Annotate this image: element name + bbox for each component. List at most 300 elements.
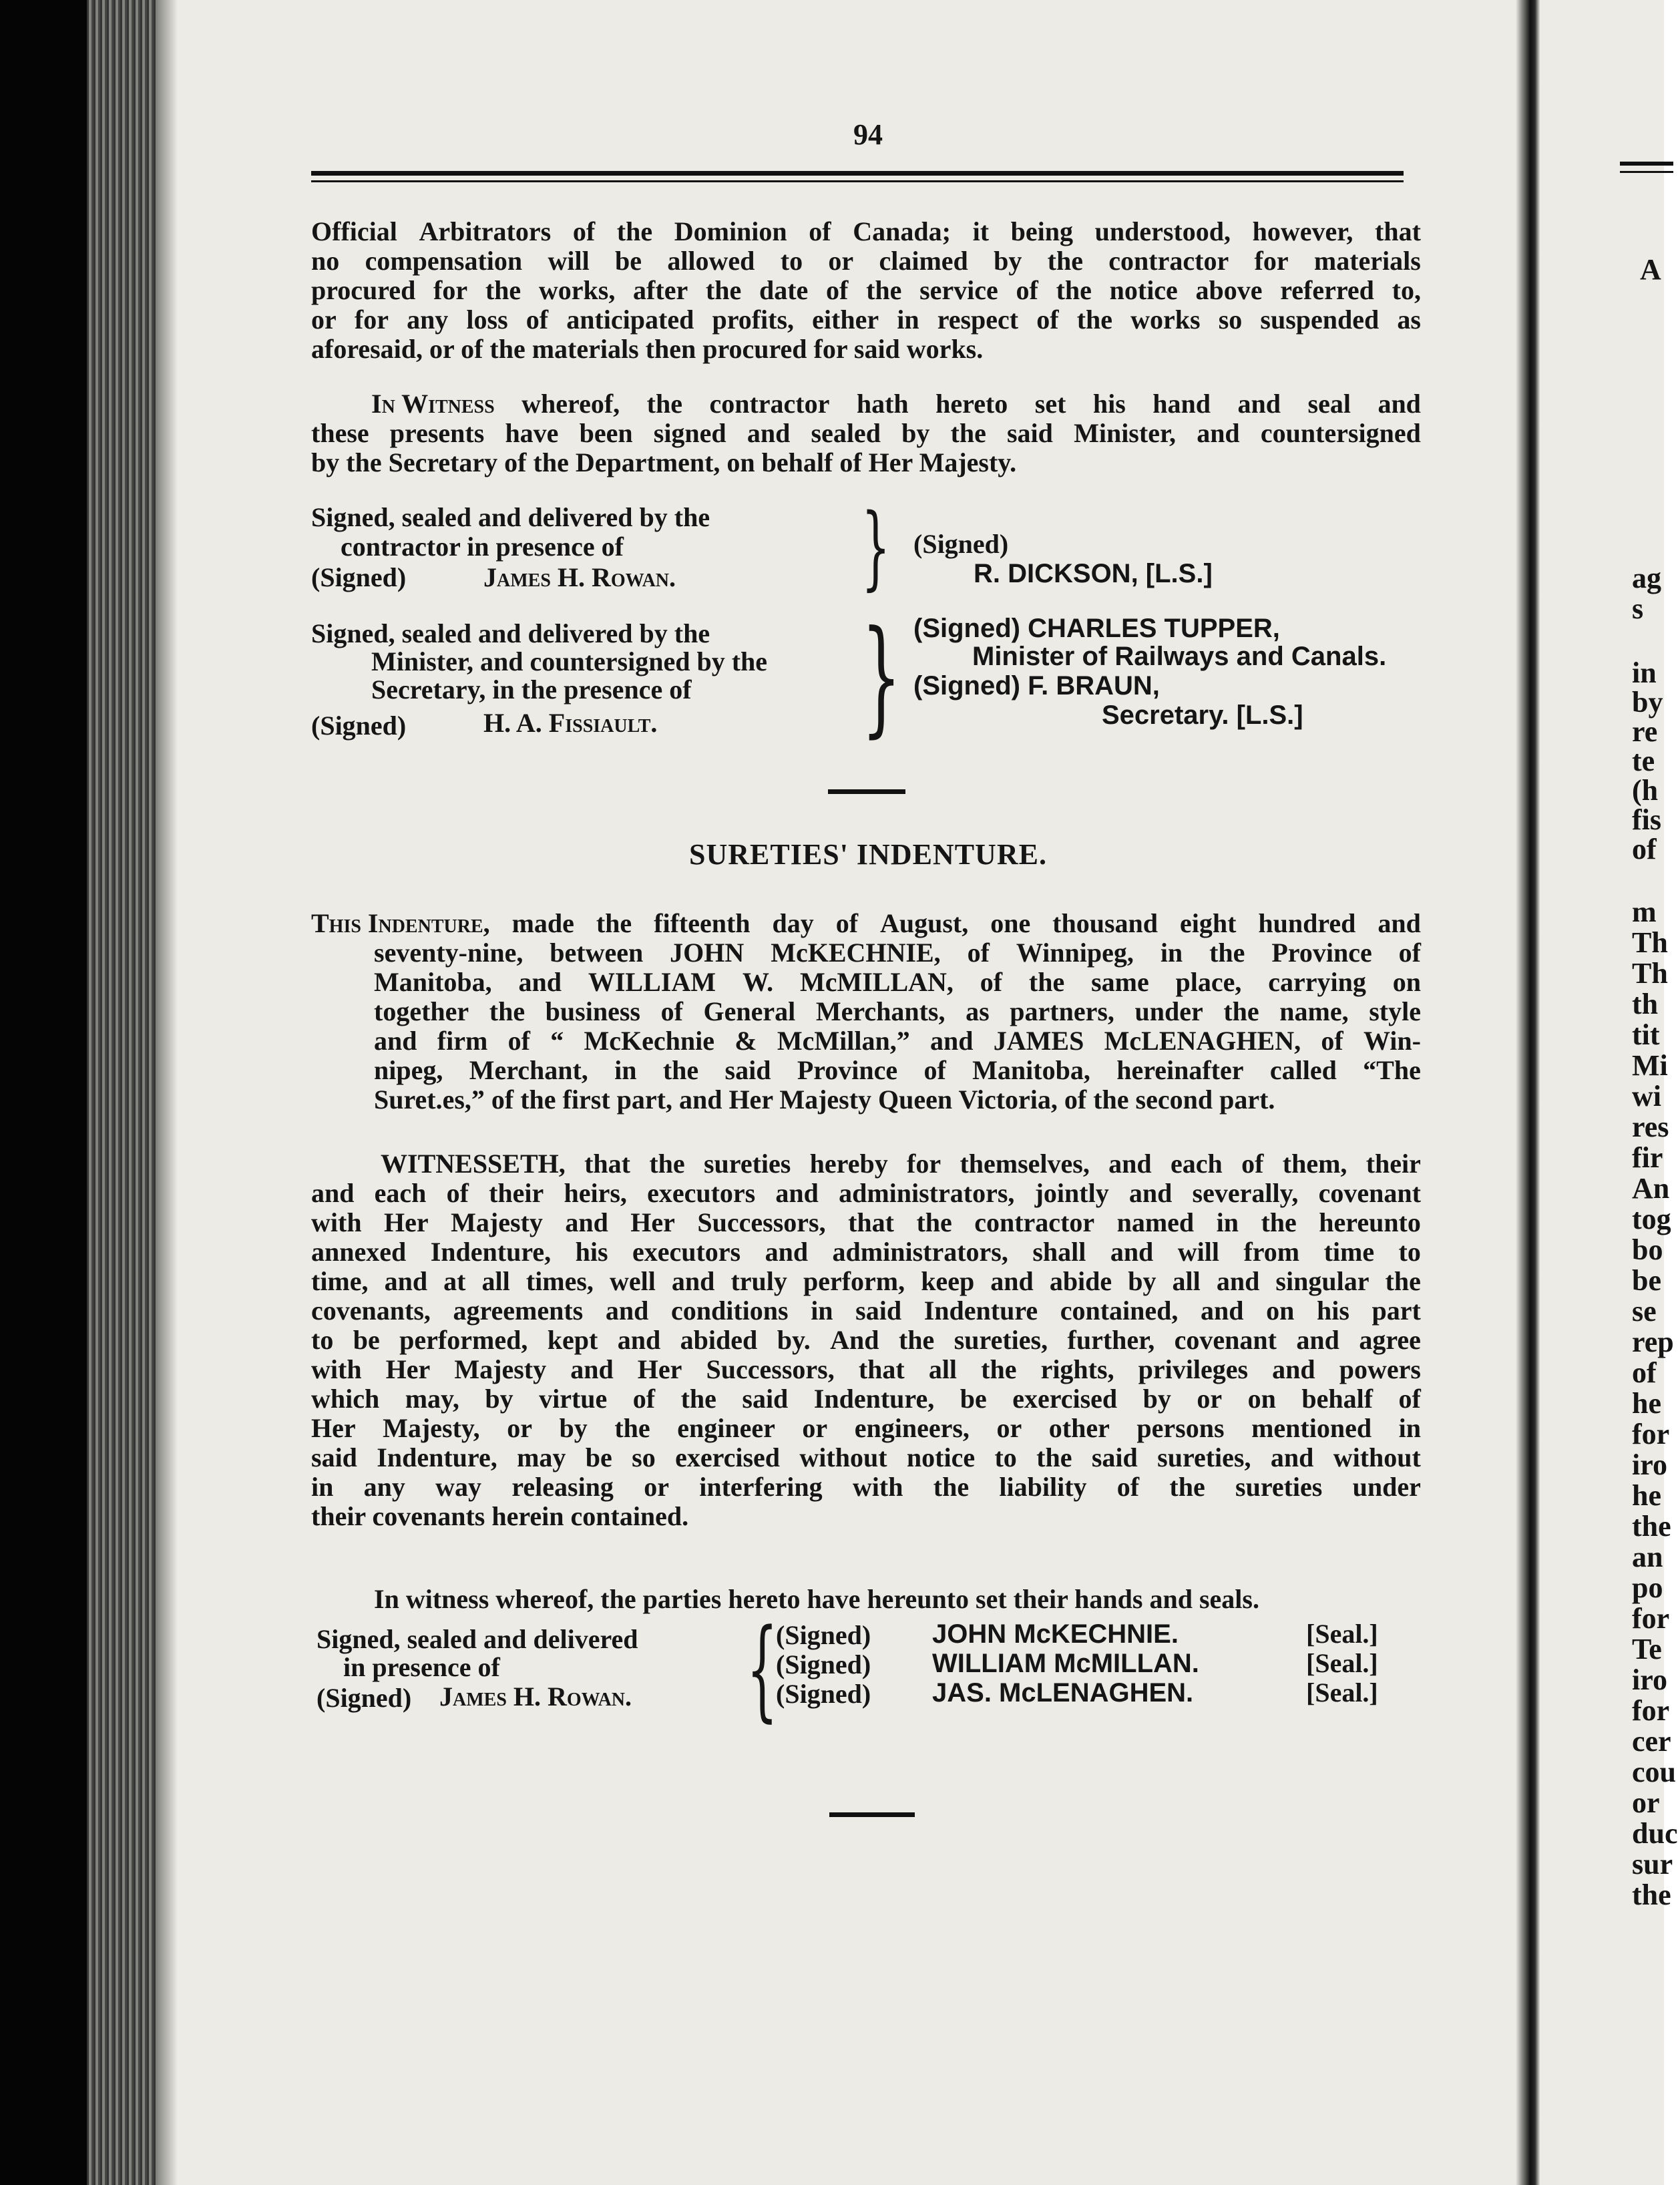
word: name, bbox=[1279, 996, 1349, 1026]
word: sureties bbox=[1235, 1472, 1323, 1502]
sig1-line2: contractor in presence of bbox=[341, 532, 624, 562]
word: notice bbox=[906, 1442, 976, 1472]
word: compensation bbox=[365, 246, 523, 276]
word: by bbox=[1128, 1266, 1157, 1296]
word: well bbox=[609, 1266, 656, 1296]
word: Merchants, bbox=[815, 996, 946, 1026]
word: other bbox=[1048, 1413, 1110, 1443]
facing-page-fragment: tit bbox=[1632, 1018, 1660, 1051]
word: partners, bbox=[1010, 996, 1114, 1026]
sig3-name-3: JAS. McLENAGHEN. bbox=[932, 1678, 1194, 1708]
word: the bbox=[649, 1149, 685, 1179]
word: or bbox=[311, 305, 337, 335]
sig2-tupper: (Signed) CHARLES TUPPER, bbox=[913, 614, 1280, 643]
word: made bbox=[511, 908, 574, 938]
word: in bbox=[1216, 1207, 1239, 1237]
para4-line bbox=[311, 1353, 1421, 1386]
word: for bbox=[907, 1149, 941, 1179]
page-edges bbox=[87, 0, 160, 2185]
word: the bbox=[933, 1472, 970, 1502]
word: them, bbox=[1282, 1149, 1347, 1179]
sig3-name-2: WILLIAM McMILLAN. bbox=[932, 1649, 1199, 1678]
word: contractor bbox=[709, 389, 830, 419]
word: and bbox=[565, 1207, 608, 1237]
para3-line bbox=[374, 1083, 1421, 1117]
word: powers bbox=[1339, 1354, 1421, 1384]
word: under bbox=[1134, 996, 1203, 1026]
word: by bbox=[994, 246, 1022, 276]
word: the bbox=[646, 389, 682, 419]
word: Canada; bbox=[853, 216, 951, 246]
word: of bbox=[826, 275, 849, 305]
word: and bbox=[1110, 1237, 1154, 1267]
word: it bbox=[972, 216, 990, 246]
page-edge-fade bbox=[158, 0, 178, 2185]
word: Successors, bbox=[706, 1354, 835, 1384]
word: place, bbox=[1175, 967, 1242, 997]
word: the bbox=[1056, 275, 1092, 305]
word: time, bbox=[311, 1266, 369, 1296]
word: be bbox=[585, 1442, 612, 1472]
word: virtue bbox=[539, 1384, 608, 1414]
word: the bbox=[705, 275, 742, 305]
word: Win- bbox=[1363, 1026, 1421, 1056]
word: on bbox=[1266, 1296, 1295, 1326]
word: said bbox=[1006, 418, 1053, 448]
word: in bbox=[1398, 1413, 1421, 1443]
word: service bbox=[919, 275, 998, 305]
word: and bbox=[570, 1354, 614, 1384]
word: with bbox=[311, 1207, 362, 1237]
word: Province bbox=[797, 1055, 898, 1085]
word: together bbox=[374, 996, 469, 1026]
word: and bbox=[518, 967, 562, 997]
word: McLENAGHEN, bbox=[1104, 1026, 1301, 1056]
word: by bbox=[485, 1384, 513, 1414]
word: so bbox=[1218, 305, 1243, 335]
word: the bbox=[596, 908, 632, 938]
para1-line bbox=[311, 333, 1421, 366]
sig2-braun-title: Secretary. [L.S.] bbox=[1102, 701, 1303, 730]
word: with bbox=[852, 1472, 903, 1502]
word: at bbox=[443, 1266, 466, 1296]
word: works bbox=[1130, 305, 1201, 335]
word: hereto bbox=[935, 389, 1008, 419]
sig3-line2: in presence of bbox=[343, 1652, 500, 1682]
word: and bbox=[1237, 389, 1281, 419]
word: without bbox=[799, 1442, 887, 1472]
para4-line bbox=[311, 1265, 1421, 1298]
sig3-seal-2: [Seal.] bbox=[1306, 1648, 1378, 1678]
word: hundred bbox=[1258, 908, 1356, 938]
sig1-signed: (Signed) bbox=[913, 529, 1009, 559]
word: and bbox=[374, 1026, 417, 1056]
word: said bbox=[855, 1296, 902, 1326]
facing-page-fragment: sur bbox=[1632, 1848, 1673, 1880]
sig2-brace: } bbox=[861, 604, 901, 750]
word: named bbox=[1116, 1207, 1195, 1237]
word: Indenture, bbox=[430, 1237, 552, 1267]
word: themselves, bbox=[960, 1149, 1090, 1179]
word: engineers, bbox=[854, 1413, 970, 1443]
word: Her bbox=[637, 1354, 682, 1384]
word: hath bbox=[856, 389, 909, 419]
word: of bbox=[967, 938, 990, 968]
word: and bbox=[311, 1178, 355, 1208]
word: executors bbox=[632, 1237, 741, 1267]
word: that bbox=[848, 1207, 894, 1237]
word: administrators, bbox=[839, 1178, 1015, 1208]
word: General bbox=[703, 996, 796, 1026]
word: between bbox=[550, 938, 644, 968]
word: annexed bbox=[311, 1237, 407, 1267]
word: Manitoba, bbox=[972, 1055, 1090, 1085]
word: Minister, bbox=[1074, 418, 1177, 448]
page-number: 94 bbox=[853, 118, 883, 151]
word: Indenture, bbox=[813, 1384, 935, 1414]
facing-page-fragment: by bbox=[1632, 686, 1663, 719]
word: and bbox=[1108, 1149, 1152, 1179]
word: sealed bbox=[811, 418, 881, 448]
word: the bbox=[1385, 1266, 1421, 1296]
word: of bbox=[1398, 1384, 1421, 1414]
word: mentioned bbox=[1251, 1413, 1372, 1443]
book-binding-shadow bbox=[0, 0, 87, 2185]
facing-page-fragment: cou bbox=[1632, 1756, 1676, 1788]
para4-line bbox=[311, 1177, 1421, 1210]
word: in bbox=[1160, 938, 1183, 968]
word: for bbox=[1254, 246, 1289, 276]
word: set bbox=[1034, 389, 1066, 419]
para4-line bbox=[311, 1441, 1421, 1474]
word: Her bbox=[385, 1354, 431, 1384]
word: of bbox=[660, 996, 683, 1026]
word: hereunto bbox=[1319, 1207, 1421, 1237]
word: abide bbox=[1049, 1266, 1112, 1296]
word: each bbox=[1171, 1149, 1223, 1179]
sig2-line2: Minister, and countersigned by the bbox=[371, 646, 768, 676]
word: the bbox=[1047, 246, 1083, 276]
word: Winnipeg, bbox=[1016, 938, 1134, 968]
word: without bbox=[1333, 1442, 1421, 1472]
word: contractor bbox=[974, 1207, 1095, 1237]
word: August, bbox=[879, 908, 969, 938]
para4-line bbox=[311, 1412, 1421, 1445]
word: in bbox=[311, 1472, 334, 1502]
para4-line bbox=[311, 1382, 1421, 1416]
facing-page-fragment: he bbox=[1632, 1387, 1661, 1420]
facing-page-fragment: res bbox=[1632, 1111, 1669, 1143]
word: his bbox=[1317, 1296, 1349, 1326]
word: thousand bbox=[1052, 908, 1159, 938]
facing-page-fragment: re bbox=[1632, 715, 1658, 748]
word: have bbox=[505, 418, 559, 448]
word: way bbox=[435, 1472, 482, 1502]
word: “ bbox=[550, 1026, 564, 1056]
word: Dominion bbox=[674, 216, 787, 246]
word: This Indenture, bbox=[311, 908, 490, 938]
word: of bbox=[923, 1055, 946, 1085]
facing-page-fragment: se bbox=[1632, 1295, 1657, 1328]
word: anticipated bbox=[566, 305, 694, 335]
sig2-line1: Signed, sealed and delivered by the bbox=[311, 618, 710, 648]
sig2-line3: Secretary, in the presence of bbox=[371, 674, 692, 705]
facing-page-fragment: he bbox=[1632, 1479, 1661, 1512]
word: whereof, bbox=[521, 389, 620, 419]
word: liability bbox=[999, 1472, 1087, 1502]
word: style bbox=[1369, 996, 1421, 1026]
word: suspended bbox=[1260, 305, 1380, 335]
word: Official bbox=[311, 216, 397, 246]
word: and bbox=[1378, 389, 1421, 419]
word: kept bbox=[547, 1325, 598, 1355]
word: their covenants herein contained. bbox=[311, 1501, 689, 1531]
word: the bbox=[489, 996, 526, 1026]
word: the bbox=[662, 1055, 699, 1085]
word: in bbox=[897, 305, 919, 335]
word: be bbox=[353, 1325, 380, 1355]
word: or bbox=[802, 1413, 828, 1443]
word: of bbox=[446, 1178, 469, 1208]
sig3-seal-1: [Seal.] bbox=[1306, 1619, 1378, 1649]
facing-page-fragment: Mi bbox=[1632, 1049, 1668, 1082]
word: administrators, bbox=[832, 1237, 1008, 1267]
word: allowed bbox=[667, 246, 755, 276]
word: and bbox=[1272, 1354, 1315, 1384]
facing-page-fragment: fir bbox=[1632, 1141, 1663, 1174]
section-divider-1 bbox=[828, 789, 905, 794]
word: persons bbox=[1136, 1413, 1225, 1443]
word: being bbox=[1010, 216, 1073, 246]
sig3-name-1: JOHN McKECHNIE. bbox=[932, 1619, 1179, 1649]
word: signed bbox=[653, 418, 726, 448]
facing-page-fragment: for bbox=[1632, 1418, 1670, 1450]
word: above bbox=[1195, 275, 1263, 305]
header-rule-thin bbox=[311, 180, 1404, 182]
word: & bbox=[734, 1026, 757, 1056]
word: after bbox=[633, 275, 688, 305]
sig3-signed-label: (Signed) bbox=[317, 1683, 412, 1713]
word: engineer bbox=[677, 1413, 775, 1443]
word: of bbox=[507, 1026, 530, 1056]
word: or bbox=[1197, 1384, 1223, 1414]
facing-page-fragment: for bbox=[1632, 1602, 1670, 1635]
sig2-signed-label: (Signed) bbox=[311, 711, 407, 741]
facing-page-fragment: wi bbox=[1632, 1080, 1661, 1113]
para4-line bbox=[311, 1470, 1421, 1504]
word: said bbox=[311, 1442, 357, 1472]
facing-page-rule-thin bbox=[1620, 171, 1673, 173]
facing-page-fragment: in bbox=[1632, 656, 1657, 689]
sig1-signed-label: (Signed) bbox=[311, 562, 407, 592]
word: exercised bbox=[1012, 1384, 1118, 1414]
facing-page-fragment: or bbox=[1632, 1786, 1660, 1819]
word: business bbox=[545, 996, 640, 1026]
para4-line bbox=[381, 1147, 1421, 1181]
facing-page-fragment: (h bbox=[1632, 774, 1659, 807]
word: understood, bbox=[1094, 216, 1231, 246]
sig3-line1: Signed, sealed and delivered bbox=[317, 1624, 638, 1654]
word: as bbox=[966, 996, 990, 1026]
word: Arbitrators bbox=[419, 216, 552, 246]
word: and bbox=[617, 1325, 661, 1355]
facing-page-rule bbox=[1620, 162, 1673, 166]
word: agreements bbox=[453, 1296, 584, 1326]
word: loss bbox=[466, 305, 508, 335]
word: will bbox=[1177, 1237, 1219, 1267]
word: said bbox=[724, 1055, 771, 1085]
word: his bbox=[1092, 389, 1126, 419]
word: their bbox=[1366, 1149, 1421, 1179]
word: one bbox=[990, 908, 1031, 938]
word: conditions bbox=[670, 1296, 789, 1326]
word: hand bbox=[1152, 389, 1211, 419]
word: and bbox=[1197, 418, 1240, 448]
facing-page-fragment: m bbox=[1632, 896, 1657, 928]
word: privileges bbox=[1138, 1354, 1249, 1384]
word: either bbox=[812, 305, 879, 335]
word: the bbox=[1036, 1442, 1072, 1472]
word: McKechnie bbox=[584, 1026, 714, 1056]
word: so bbox=[632, 1442, 656, 1472]
word: contractor bbox=[1108, 246, 1229, 276]
word: Indenture, bbox=[377, 1442, 497, 1472]
word: and bbox=[1216, 1266, 1260, 1296]
word: truly bbox=[730, 1266, 787, 1296]
facing-page-fragment: iro bbox=[1632, 1663, 1667, 1696]
word: each bbox=[374, 1178, 427, 1208]
word: of bbox=[980, 967, 1003, 997]
word: and bbox=[1270, 1442, 1314, 1472]
word: which bbox=[311, 1384, 380, 1414]
word: carrying bbox=[1268, 967, 1366, 997]
facing-page bbox=[1540, 0, 1678, 2185]
word: of bbox=[1116, 1472, 1140, 1502]
word: the bbox=[916, 1207, 952, 1237]
word: or bbox=[507, 1413, 532, 1443]
word: on bbox=[1247, 1384, 1276, 1414]
word: the bbox=[1209, 938, 1245, 968]
word: these bbox=[311, 418, 369, 448]
word: part bbox=[1372, 1296, 1421, 1326]
word: procured bbox=[311, 275, 416, 305]
word: exercised bbox=[675, 1442, 781, 1472]
para3-line bbox=[374, 936, 1421, 970]
sig3-seal-3: [Seal.] bbox=[1306, 1677, 1378, 1708]
word: the bbox=[981, 1354, 1017, 1384]
word: their bbox=[489, 1178, 544, 1208]
word: and bbox=[765, 1237, 809, 1267]
facing-page-fragment: s bbox=[1632, 592, 1644, 625]
word: sureties bbox=[703, 1149, 791, 1179]
word: and bbox=[1128, 1178, 1173, 1208]
word: that bbox=[858, 1354, 905, 1384]
word: any bbox=[407, 305, 449, 335]
word: called bbox=[1269, 1055, 1337, 1085]
word: by. bbox=[777, 1325, 811, 1355]
para3-line bbox=[374, 1054, 1421, 1087]
word: executors bbox=[647, 1178, 756, 1208]
word: for bbox=[433, 275, 468, 305]
section-heading: SURETIES' INDENTURE. bbox=[689, 838, 1047, 871]
facing-page-fragment: duc bbox=[1632, 1817, 1678, 1850]
word: for bbox=[354, 305, 389, 335]
word: been bbox=[579, 418, 633, 448]
word: to bbox=[780, 246, 803, 276]
word: of bbox=[1016, 275, 1038, 305]
sig1-line1: Signed, sealed and delivered by the bbox=[311, 502, 710, 532]
word: McMILLAN, bbox=[799, 967, 954, 997]
word: abided bbox=[680, 1325, 758, 1355]
word: agree bbox=[1359, 1325, 1421, 1355]
word: Majesty, bbox=[383, 1413, 480, 1443]
facing-page-fragment: Th bbox=[1632, 957, 1668, 990]
word: said bbox=[1091, 1442, 1138, 1472]
para3-line bbox=[311, 907, 1421, 940]
facing-page-fragment: ag bbox=[1632, 562, 1661, 594]
word: covenants, bbox=[311, 1296, 431, 1326]
word: no bbox=[311, 246, 340, 276]
word: Her bbox=[384, 1207, 429, 1237]
facing-page-fragment: bo bbox=[1632, 1233, 1663, 1266]
sig1-witness-name: James H. Rowan. bbox=[483, 562, 676, 592]
word: profits, bbox=[712, 305, 795, 335]
word: Merchant, bbox=[469, 1055, 588, 1085]
paragraph-in-witness-sureties: In witness whereof, the parties hereto have hereunto set their hands and seals. bbox=[374, 1584, 1259, 1614]
word: releasing bbox=[511, 1472, 614, 1502]
para1-line bbox=[311, 274, 1421, 307]
para4-line bbox=[311, 1235, 1421, 1269]
facing-page-fragment: Te bbox=[1632, 1633, 1662, 1665]
word: as bbox=[1397, 305, 1421, 335]
word: the bbox=[485, 275, 521, 305]
word: day bbox=[772, 908, 814, 938]
word: of bbox=[835, 908, 859, 938]
word: and bbox=[930, 1026, 974, 1056]
word: may, bbox=[405, 1384, 459, 1414]
word: notice bbox=[1109, 275, 1178, 305]
word: or bbox=[644, 1472, 669, 1502]
word: the bbox=[1169, 1472, 1205, 1502]
facing-page-fragment: A bbox=[1640, 253, 1661, 286]
facing-page-fragment: po bbox=[1632, 1571, 1663, 1604]
word: and bbox=[990, 1266, 1034, 1296]
facing-page-fragment: An bbox=[1632, 1172, 1670, 1205]
word: eight bbox=[1179, 908, 1237, 938]
word: may bbox=[517, 1442, 566, 1472]
facing-page-fragment: cer bbox=[1632, 1725, 1671, 1758]
word: jointly bbox=[1034, 1178, 1109, 1208]
word: fifteenth bbox=[654, 908, 751, 938]
word: behalf bbox=[1301, 1384, 1374, 1414]
word: the bbox=[866, 275, 902, 305]
facing-page-fragment: an bbox=[1632, 1541, 1663, 1573]
word: by bbox=[559, 1413, 588, 1443]
word: Province bbox=[1271, 938, 1372, 968]
word: the bbox=[1223, 996, 1259, 1026]
word: In Witness bbox=[371, 389, 495, 419]
facing-page-fragment: of bbox=[1632, 833, 1657, 865]
word: same bbox=[1091, 967, 1149, 997]
word: and bbox=[671, 1266, 715, 1296]
word: by bbox=[1142, 1384, 1171, 1414]
word: of bbox=[632, 1384, 656, 1414]
word: materials bbox=[1313, 246, 1421, 276]
sig2-witness-name: H. A. Fissiault. bbox=[483, 708, 658, 738]
word: covenant bbox=[1174, 1325, 1277, 1355]
word: all bbox=[1172, 1266, 1201, 1296]
word: or bbox=[996, 1413, 1022, 1443]
